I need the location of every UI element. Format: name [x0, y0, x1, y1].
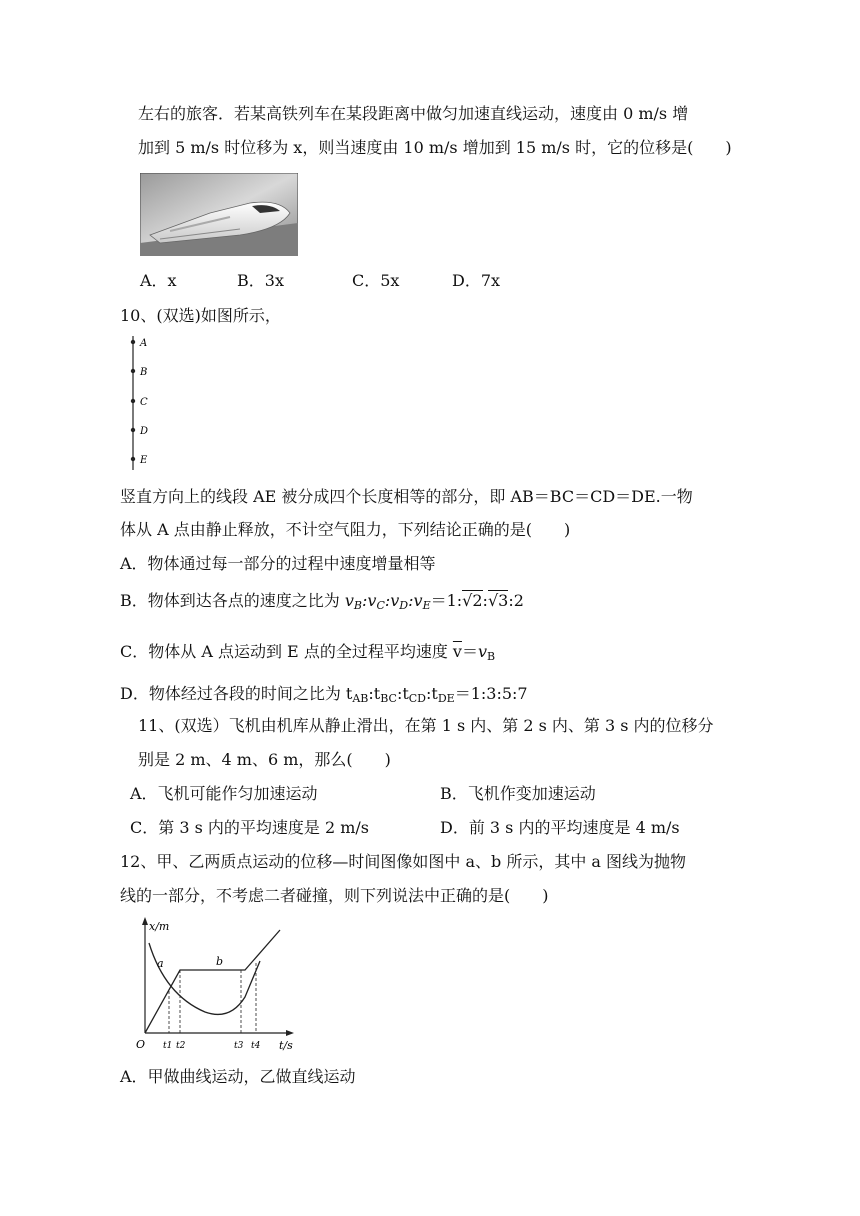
curve-a [149, 943, 260, 1014]
point-b [131, 369, 135, 373]
q12-stem-1: 12、甲、乙两质点运动的位移—时间图像如图中 a、b 所示，其中 a 图线为抛物 [120, 852, 687, 871]
q11-stem-2: 别是 2 m、4 m、6 m，那么( ) [138, 750, 391, 769]
q12-option-a: A．甲做曲线运动，乙做直线运动 [120, 1067, 356, 1086]
q12-stem-2: 线的一部分，不考虑二者碰撞，则下列说法中正确的是( ) [120, 886, 549, 905]
x-axis-arrow [286, 1030, 294, 1036]
t2-label: t2 [176, 1041, 186, 1051]
point-d [131, 428, 135, 432]
q9-option-c: C．5x [352, 271, 400, 290]
train-photo [140, 173, 298, 256]
label-e: E [140, 455, 148, 466]
curve-a-label: a [157, 957, 164, 970]
q11-option-d: D．前 3 s 内的平均速度是 4 m/s [440, 818, 680, 837]
q11-option-c: C．第 3 s 内的平均速度是 2 m/s [130, 818, 370, 837]
t1-label: t1 [163, 1041, 173, 1051]
t3-label: t3 [234, 1041, 244, 1051]
q10-stem-1: 竖直方向上的线段 AE 被分成四个长度相等的部分，即 AB＝BC＝CD＝DE.一物 [120, 487, 693, 506]
point-e [131, 457, 135, 461]
q10-option-d-formula: $t_{AB}:t_{BC}:t_{CD}:t_{DE}=1:3:5:7$ [345, 684, 528, 705]
q10-segment-figure [125, 336, 165, 470]
point-a [131, 340, 135, 344]
q9-line-2: 加到 5 m/s 时位移为 x，则当速度由 10 m/s 增加到 15 m/s 时，它的位移是( ) [138, 138, 732, 157]
q9-option-b: B．3x [237, 271, 284, 290]
q10-stem-2: 体从 A 点由静止释放，不计空气阻力，下列结论正确的是( ) [120, 520, 571, 539]
q9-option-d: D．7x [452, 271, 501, 290]
point-c [131, 399, 135, 403]
q10-option-a: A．物体通过每一部分的过程中速度增量相等 [120, 554, 436, 573]
q10-option-d [120, 684, 528, 709]
q11-option-b: B．飞机作变加速运动 [440, 784, 596, 803]
q11-stem-1: 11、(双选）飞机由机库从静止滑出，在第 1 s 内、第 2 s 内、第 3 s 内的位移分 [138, 716, 714, 735]
q10-option-b-ratio: ＝1:√2:√3:2 [430, 591, 524, 610]
q9-option-a: A．x [140, 271, 177, 290]
t4-label: t4 [251, 1041, 261, 1051]
q9-line-1: 左右的旅客．若某高铁列车在某段距离中做匀加速直线运动，速度由 0 m/s 增 [138, 104, 689, 123]
q10-intro: 10、(双选)如图所示， [120, 306, 281, 325]
q10-option-b-prefix: B．物体到达各点的速度之比为 [120, 591, 345, 610]
q10-option-c [120, 642, 495, 667]
x-axis-label: t/s [279, 1039, 293, 1052]
y-axis-arrow [142, 917, 148, 925]
q11-option-a: A．飞机可能作匀加速运动 [130, 784, 318, 803]
q10-option-b-formula: $v_B:v_C:v_D:v_E$ [344, 591, 431, 612]
q12-xt-graph [130, 915, 300, 1055]
line-b [145, 930, 280, 1033]
label-c: C [140, 397, 148, 408]
q10-option-d-prefix: D．物体经过各段的时间之比为 [120, 684, 346, 703]
q10-option-b [120, 591, 524, 616]
label-a: A [140, 338, 148, 349]
origin-label: O [136, 1038, 146, 1051]
label-b: B [140, 367, 148, 378]
line-b-label: b [216, 955, 224, 968]
y-axis-label: x/m [149, 920, 170, 933]
label-d: D [140, 426, 149, 437]
q10-option-c-formula: $\overline{v}=v_B$ [452, 642, 496, 663]
q10-option-c-prefix: C．物体从 A 点运动到 E 点的全过程平均速度 [120, 642, 453, 661]
